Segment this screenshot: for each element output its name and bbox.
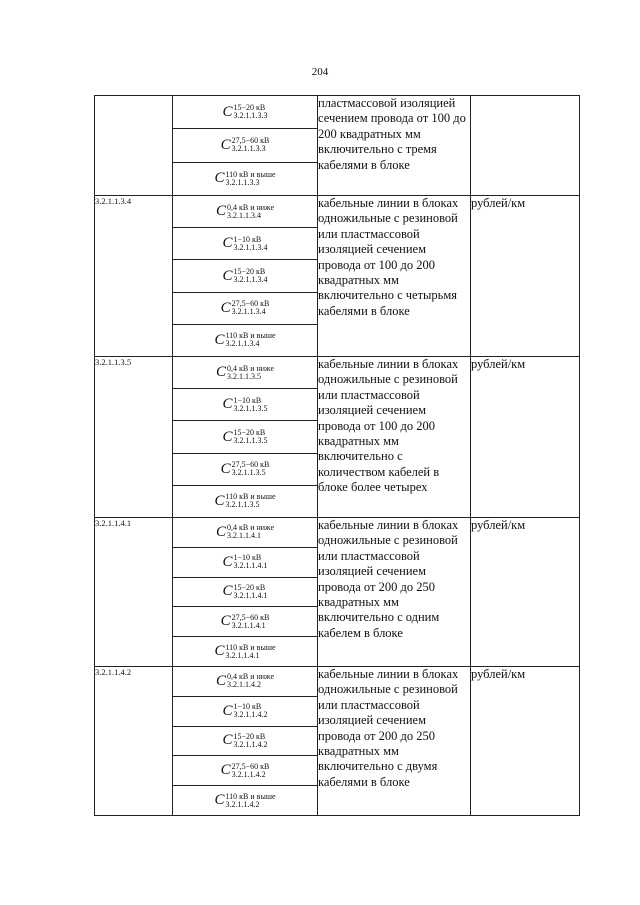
symbol-letter: C [215,523,226,540]
symbol-indices [232,763,270,779]
row-unit: рублей/км [471,518,580,667]
voltage-superscript: 0,4 кВ и ниже [226,523,275,533]
row-description: кабельные линии в блоках одножильные с резиновой или пластмассовой изоляцией сечением провода от 100 до 200 квадратных мм включительно с количеством кабелей в блоке более четырех [318,357,471,518]
symbol-letter: C [222,396,233,413]
symbol-letter: C [222,583,233,600]
symbol-letter: C [222,702,233,719]
rate-symbol [173,96,317,129]
symbol-indices [227,204,274,220]
table-row [95,96,580,196]
voltage-superscript: 110 кВ и выше [225,642,276,652]
code-subscript: 3.2.1.1.4.1 [226,531,261,541]
symbol-letter: C [222,553,233,570]
symbol-list [173,196,317,356]
symbol-letter: C [215,364,226,381]
symbol-letter: C [215,203,226,220]
voltage-superscript: 1−10 кВ [233,553,262,563]
rate-symbol [173,357,317,389]
symbol-list [173,96,317,195]
symbol-letter: C [222,428,233,445]
symbol-indices [232,300,270,316]
rate-symbol [173,727,317,757]
symbol-cell [173,667,318,816]
symbol-letter: C [220,613,231,630]
rate-symbol [173,389,317,421]
rate-symbol [173,129,317,162]
symbol-letter: C [214,170,225,187]
voltage-superscript: 15−20 кВ [233,267,266,276]
code-subscript: 3.2.1.1.4.2 [231,769,266,779]
rate-symbol [173,697,317,727]
voltage-superscript: 110 кВ и выше [225,791,276,801]
symbol-indices [234,554,268,570]
symbol-indices [234,397,268,413]
symbol-list [173,357,317,517]
rate-symbol [173,667,317,697]
page-number: 204 [311,66,329,78]
rate-symbol [173,260,317,292]
rate-symbol [173,228,317,260]
code-subscript: 3.2.1.1.3.3 [225,177,260,187]
symbol-indices [227,673,274,689]
voltage-superscript: 110 кВ и выше [225,169,276,179]
voltage-superscript: 1−10 кВ [233,234,262,244]
code-subscript: 3.2.1.1.3.5 [226,371,261,381]
rate-symbol [173,196,317,228]
voltage-superscript: 15−20 кВ [233,731,266,741]
symbol-letter: C [222,103,233,120]
symbol-letter: C [214,331,225,348]
symbol-cell [173,96,318,196]
rate-symbol [173,486,317,517]
row-description: кабельные линии в блоках одножильные с резиновой или пластмассовой изоляцией сечением провода от 200 до 250 квадратных мм включительно с двумя кабелями в блоке [318,667,471,816]
voltage-superscript: 27,5−60 кВ [231,136,270,146]
symbol-indices [234,268,268,284]
row-code: 3.2.1.1.3.5 [95,357,173,518]
voltage-superscript: 15−20 кВ [233,582,266,592]
voltage-superscript: 0,4 кВ и ниже [226,202,275,212]
voltage-superscript: 15−20 кВ [233,428,266,437]
code-subscript: 3.2.1.1.3.4 [233,242,268,252]
voltage-superscript: 1−10 кВ [233,702,262,712]
code-subscript: 3.2.1.1.3.4 [225,339,260,349]
symbol-list [173,667,317,815]
rate-symbol [173,578,317,608]
rate-symbol [173,786,317,815]
table-row [95,518,580,667]
row-code: 3.2.1.1.4.1 [95,518,173,667]
code-subscript: 3.2.1.1.4.2 [233,710,268,720]
row-code [95,96,173,196]
voltage-superscript: 27,5−60 кВ [231,612,270,622]
code-subscript: 3.2.1.1.3.5 [233,436,268,445]
code-subscript: 3.2.1.1.3.3 [233,111,268,121]
rate-symbol [173,293,317,325]
voltage-superscript: 27,5−60 кВ [231,460,270,470]
rate-symbol [173,421,317,453]
code-subscript: 3.2.1.1.3.5 [225,500,260,510]
table-row [95,196,580,357]
voltage-superscript: 27,5−60 кВ [231,299,270,309]
symbol-indices [227,365,274,381]
code-subscript: 3.2.1.1.3.5 [231,468,266,478]
code-subscript: 3.2.1.1.4.1 [231,620,266,630]
row-code: 3.2.1.1.4.2 [95,667,173,816]
symbol-indices [234,703,268,719]
symbol-indices [232,461,270,477]
voltage-superscript: 110 кВ и выше [225,492,276,502]
voltage-superscript: 0,4 кВ и ниже [226,672,275,682]
code-subscript: 3.2.1.1.4.1 [225,650,260,660]
symbol-letter: C [220,762,231,779]
voltage-superscript: 110 кВ и выше [225,331,276,341]
rate-symbol [173,637,317,666]
rate-symbol [173,548,317,578]
rate-symbol [173,518,317,548]
table-body [95,96,580,816]
symbol-indices [232,137,270,153]
table-row [95,667,580,816]
rate-symbol [173,607,317,637]
symbol-indices [225,332,275,348]
symbol-letter: C [220,299,231,316]
row-unit: рублей/км [471,357,580,518]
symbol-indices [234,236,268,252]
code-subscript: 3.2.1.1.4.2 [233,739,268,749]
row-unit [471,96,580,196]
code-subscript: 3.2.1.1.4.2 [225,799,260,809]
symbol-indices [234,584,268,600]
voltage-superscript: 0,4 кВ и ниже [226,363,275,373]
symbol-indices [225,793,275,809]
symbol-indices [234,733,268,749]
rate-symbol [173,163,317,195]
symbol-letter: C [215,672,226,689]
row-description: пластмассовой изоляцией сечением провода от 100 до 200 квадратных мм включительно с тремя кабелями в блоке [318,96,471,196]
voltage-superscript: 27,5−60 кВ [231,761,270,771]
symbol-cell [173,357,318,518]
symbol-letter: C [222,732,233,749]
code-subscript: 3.2.1.1.4.2 [226,680,261,690]
symbol-indices [225,171,275,187]
symbol-letter: C [220,460,231,477]
rate-symbol [173,454,317,486]
symbol-letter: C [222,267,233,284]
code-subscript: 3.2.1.1.3.4 [226,210,261,220]
code-subscript: 3.2.1.1.4.1 [233,590,268,600]
symbol-indices [225,644,275,660]
symbol-cell [173,518,318,667]
symbol-letter: C [220,136,231,153]
symbol-letter: C [214,643,225,660]
voltage-superscript: 15−20 кВ [233,103,266,113]
table-row [95,357,580,518]
row-description: кабельные линии в блоках одножильные с резиновой или пластмассовой изоляцией сечением провода от 100 до 200 квадратных мм включительно с четырьмя кабелями в блоке [318,196,471,357]
symbol-indices [234,104,268,120]
tariff-table [94,95,580,816]
symbol-list [173,518,317,666]
symbol-letter: C [214,492,225,509]
rate-symbol [173,756,317,786]
row-unit: рублей/км [471,667,580,816]
row-code: 3.2.1.1.3.4 [95,196,173,357]
voltage-superscript: 1−10 кВ [233,395,262,405]
row-unit: рублей/км [471,196,580,357]
code-subscript: 3.2.1.1.3.5 [233,403,268,413]
code-subscript: 3.2.1.1.3.4 [233,275,268,284]
code-subscript: 3.2.1.1.3.4 [231,307,266,317]
symbol-cell [173,196,318,357]
code-subscript: 3.2.1.1.3.3 [231,144,266,154]
symbol-indices [227,524,274,540]
symbol-indices [232,614,270,630]
row-description: кабельные линии в блоках одножильные с резиновой или пластмассовой изоляцией сечением провода от 200 до 250 квадратных мм включительно с одним кабелем в блоке [318,518,471,667]
code-subscript: 3.2.1.1.4.1 [233,561,268,571]
symbol-indices [225,493,275,509]
rate-symbol [173,325,317,356]
symbol-indices [234,429,268,445]
symbol-letter: C [222,235,233,252]
symbol-letter: C [214,792,225,809]
